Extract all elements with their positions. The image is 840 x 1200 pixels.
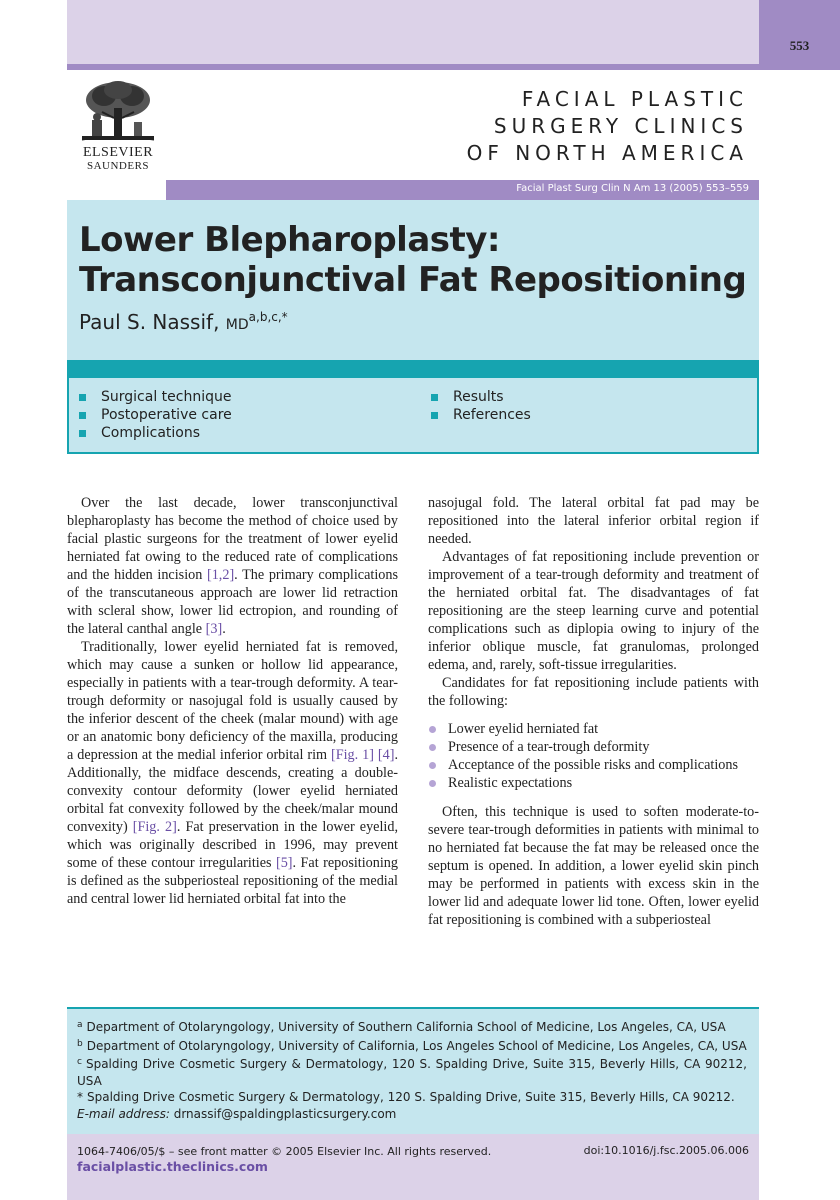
outline-column-left (77, 388, 232, 442)
text: nasojugal fold. The lateral orbital fat pad may be repositioned into the lateral inferior orbital region if needed. (428, 495, 759, 547)
outline-item[interactable]: Results (429, 388, 531, 406)
footer-left (77, 1144, 491, 1174)
footnote-mark: a (77, 1020, 83, 1030)
article-title (79, 220, 759, 300)
header-band (67, 0, 759, 64)
email-label: E-mail address: (77, 1106, 170, 1121)
footnote-text: Spalding Drive Cosmetic Surgery & Dermatology, 120 S. Spalding Drive, Suite 315, Beverly Hills, CA 90212. (87, 1090, 735, 1104)
list-item: Lower eyelid herniated fat (428, 720, 759, 738)
footnote (77, 1089, 747, 1106)
reference-link[interactable]: [3] (205, 621, 223, 637)
elsevier-tree-icon (78, 78, 158, 144)
outline-item[interactable]: Surgical technique (77, 388, 232, 406)
footnotes-box (67, 1007, 759, 1136)
author-line (79, 310, 288, 334)
list-item: Acceptance of the possible risks and complications (428, 756, 759, 774)
reference-link[interactable]: [4] (377, 747, 395, 763)
list-item: Presence of a tear-trough deformity (428, 738, 759, 756)
text: . The primary complications of the transcutaneous approach are lower lid retraction with scleral show, lower lid ectropion, and rounding of the lateral canthal angle (67, 567, 398, 637)
paragraph: Candidates for fat repositioning include patients with the following: (428, 675, 759, 709)
outline-item[interactable]: References (429, 406, 531, 424)
text: . Fat preservation in the lower eyelid, which was originally described in 1996, may prevent some of these contour irregularities (67, 819, 398, 871)
citation: Facial Plast Surg Clin N Am 13 (2005) 553–559 (516, 183, 749, 194)
author-affiliation-marks: a,b,c,* (248, 310, 288, 324)
journal-title-line: OF NORTH AMERICA (466, 141, 748, 165)
article-title-line: Transconjunctival Fat Repositioning (79, 260, 747, 300)
elsevier-logo (78, 78, 158, 182)
issn-line: 1064-7406/05/$ – see front matter © 2005 Elsevier Inc. All rights reserved. (77, 1145, 492, 1158)
citation-bar (166, 180, 759, 200)
footnotes (77, 1017, 747, 1122)
list-item: Realistic expectations (428, 774, 759, 792)
text: . Additionally, the midface descends, creating a double-convexity contour deformity (lower eyelid herniated orbital fat convexity followed by the cheek/malar mound convexity) (67, 747, 399, 835)
journal-title-line: SURGERY CLINICS (493, 114, 748, 138)
email-line (77, 1106, 747, 1123)
figure-link[interactable]: [Fig. 2] (132, 819, 177, 835)
doi: doi:10.1016/j.fsc.2005.06.006 (583, 1144, 749, 1157)
text: . (222, 621, 226, 637)
page-footer (67, 1134, 759, 1200)
header-rule (67, 64, 840, 70)
article-outline (67, 378, 759, 454)
text: Over the last decade, lower transconjunctival blepharoplasty has become the method of choice used by facial plastic surgeons for the treatment of lower eyelid herniated fat owing to the reduced rate of complications and the hidden incision (67, 495, 398, 583)
author-name: Paul S. Nassif, (79, 310, 220, 334)
candidate-list (428, 720, 759, 792)
footnote (77, 1036, 747, 1055)
outline-item[interactable]: Complications (77, 424, 232, 442)
title-block (67, 200, 759, 360)
article-title-line: Lower Blepharoplasty: (79, 220, 501, 260)
footnote-text: Spalding Drive Cosmetic Surgery & Dermatology, 120 S. Spalding Drive, Suite 315, Beverly Hills, CA 90212, USA (77, 1057, 747, 1088)
paragraph: Advantages of fat repositioning include prevention or improvement of a tear-trough deformity and treatment of the herniated orbital fat. The disadvantages of fat repositioning are the steep learning curve and potential complications such as diplopia owing to injury of the inferior oblique muscle, fat granulomas, prolonged edema, and, rarely, soft-tissue irregularities. (428, 549, 759, 673)
journal-title (467, 86, 748, 167)
publisher-imprint: SAUNDERS (86, 160, 150, 172)
footnote-mark: b (77, 1038, 83, 1049)
text: . Fat repositioning is defined as the subperiosteal repositioning of the medial and central lower lid herniated orbital fat into the (67, 855, 398, 907)
page-number-tab (759, 0, 840, 70)
reference-link[interactable]: [5] (275, 855, 293, 871)
outline-header-bar (67, 360, 759, 378)
footnote-text: Department of Otolaryngology, University of California, Los Angeles School of Medicine, Los Angeles, CA, USA (86, 1038, 747, 1053)
paragraph (67, 494, 398, 638)
outline-item[interactable]: Postoperative care (77, 406, 232, 424)
footnote-mark: * (77, 1090, 83, 1104)
footnote (77, 1054, 747, 1089)
footnote-text: Department of Otolaryngology, University of Southern California School of Medicine, Los Angeles, CA, USA (86, 1020, 726, 1034)
footnote (77, 1017, 747, 1036)
body-column-left (67, 494, 398, 908)
journal-website-link[interactable]: facialplastic.theclinics.com (77, 1159, 268, 1174)
publisher-name: ELSEVIER (82, 145, 154, 160)
outline-column-right (429, 388, 531, 424)
text: Traditionally, lower eyelid herniated fat is removed, which may cause a sunken or hollow lid appearance, especially in patients with a tear-trough deformity. A tear-trough deformity or nasojugal fold is usually caused by the inferior descent of the cheek (malar mound) with age or an anatomic bony deficiency of the maxilla, producing a depression at the medial inferior orbital rim (67, 639, 398, 763)
footnote-mark: c (77, 1057, 82, 1067)
paragraph: Often, this technique is used to soften moderate-to-severe tear-trough deformities in patients with minimal to no herniated fat because the fat may be released once the septum is opened. In addition, a lower eyelid skin pinch may be performed in patients with excess skin in the lower lid and adequate lower lid tone. Often, lower eyelid fat repositioning is combined with a subperiosteal (428, 804, 759, 928)
journal-title-line: FACIAL PLASTIC (521, 87, 748, 111)
paragraph (67, 638, 398, 908)
paragraph-continued (428, 494, 759, 548)
email-address[interactable]: drnassif@spaldingplasticsurgery.com (173, 1106, 397, 1121)
reference-link[interactable]: [1,2] (206, 567, 235, 583)
author-degree: MD (225, 317, 249, 333)
page-number: 553 (789, 38, 810, 53)
figure-link[interactable]: [Fig. 1] (331, 747, 374, 763)
body-column-right (428, 494, 759, 929)
